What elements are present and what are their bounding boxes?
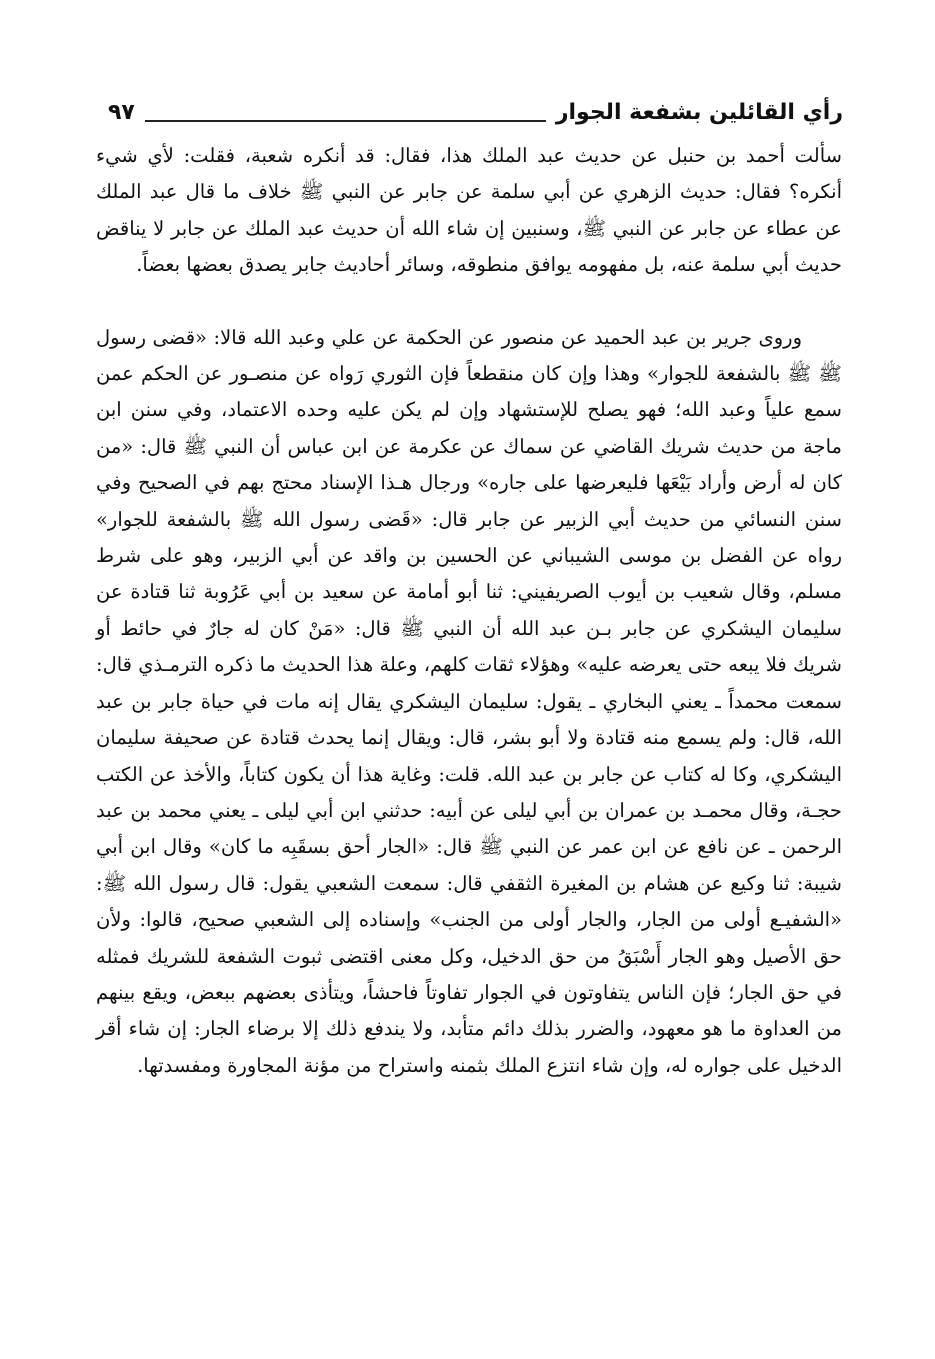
page-number: ٩٧ xyxy=(108,100,135,125)
paragraph-1: سألت أحمد بن حنبل عن حديث عبد الملك هذا، فقال: قد أنكره شعبة، فقلت: لأي شيء أنكره؟ فقال: حديث الزهري عن أبي سلمة عن جابر عن النبي ﷺ خلاف ما قال عبد الملك عن عطاء عن جابر عن النبي ﷺ، وسنبين إن شاء الله أن حديث عبد الملك عن جابر لا يناقض حديث أبي سلمة عنه، بل مفهومه يوافق منطوقه، وسائر أحاديث جابر يصدق بعضها بعضاً. xyxy=(96,144,842,277)
paragraph-2: وروى جرير بن عبد الحميد عن منصور عن الحكمة عن علي وعبد الله قالا: «قضى رسول ﷺ ﷺ بالشفعة للجوار» وهذا وإن كان منقطعاً فإن الثوري رَواه عن منصـور عن الحكم عمن سمع علياً وعبد الله؛ فهو يصلح للإستشهاد وإن لم يكن عليه وحده الاعتماد، وفي سنن ابن ماجة من حديث شريك القاضي عن سماك عن عكرمة عن ابن عباس أن النبي ﷺ قال: «من كان له أرض وأراد بَيْعَها فليعرضها على جاره» ورجال هـذا الإسناد محتج بهم في الصحيح وفي سنن النسائي من حديث أبي الزبير عن جابر قال: «قَضى رسول الله ﷺ بالشفعة للجوار» رواه عن الفضل بن موسى الشيباني عن الحسين بن واقد عن أبي الزبير، وهو على شرط مسلم، وقال شعيب بن أيوب الصريفيني: ثنا أبو أمامة عن سعيد بن أبي عَرُوبة ثنا قتادة عن سليمان اليشكري عن جابر بـن عبد الله أن النبي ﷺ قال: «مَنْ كان له جارٌ في حائط أو شريك فلا يبعه حتى يعرضه عليه» وهؤلاء ثقات كلهم، وعلة هذا الحديث ما ذكره الترمـذي قال: سمعت محمداً ـ يعني البخاري ـ يقول: سليمان اليشكري يقال إنه مات في حياة جابر بن عبد الله، قال: ولم يسمع منه قتادة ولا أبو بشر، قال: ويقال إنما يحدث قتادة عن صحيفة سليمان اليشكري، وكا له كتاب عن جابر بن عبد الله. قلت: وغاية هذا أن يكون كتاباً، والأخذ عن الكتب حجـة، وقال محمـد بن عمران بن أبي ليلى عن أبيه: حدثني ابن أبي ليلى ـ يعني محمد بن عبد الرحمن ـ عن نافع عن ابن عمر عن النبي ﷺ قال: «الجار أحق بسقَبِه ما كان» وقال ابن أبي شيبة: ثنا وكيع عن هشام بن المغيرة الثقفي قال: سمعت الشعبي يقول: قال رسول الله ﷺ: «الشفيـع أولى من الجار، والجار أولى من الجنب» وإسناده إلى الشعبي صحيح، قالوا: ولأن حق الأصيل وهو الجار أَسْبَقُ من حق الدخيل، وكل معنى اقتضى ثبوت الشفعة للشريك فمثله في حق الجار؛ فإن الناس يتفاوتون في الجوار تفاوتاً فاحشاً، ويتأذى بعضهم ببعض، ويقع بينهم من العداوة ما هو معهود، والضرر بذلك دائم متأبد، ولا يندفع ذلك إلا برضاء الجار: إن شاء أقر الدخيل على جواره له، وإن شاء انتزع الملك بثمنه واستراح من مؤنة المجاورة ومفسدتها. xyxy=(96,325,842,1077)
header-rule xyxy=(145,120,546,122)
running-title: رأي القائلين بشفعة الجوار xyxy=(555,100,843,125)
body-text xyxy=(96,138,842,1084)
running-header xyxy=(108,88,843,128)
